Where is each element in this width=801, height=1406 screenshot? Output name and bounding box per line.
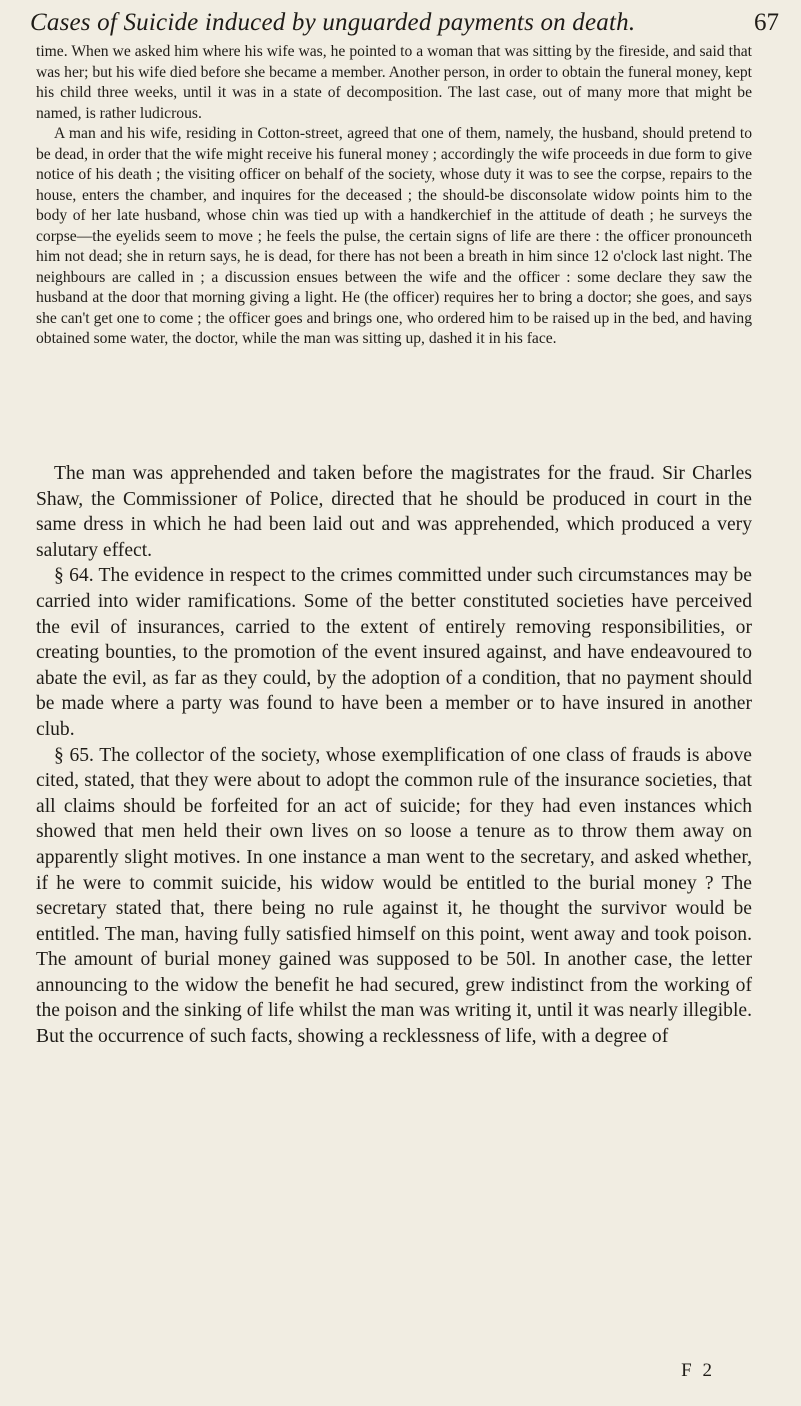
paragraph-1: time. When we asked him where his wife was, he pointed to a woman that was sitting by the fireside, and said that was her; but his wife died before she became a member. Another person, in order to obtain the funeral money, kept his child three weeks, until it was in a state of decomposition. The last case, out of many more that might be named, is rather ludicrous. <box>36 43 752 122</box>
signature-mark: F 2 <box>681 1360 715 1381</box>
paragraph-3: The man was apprehended and taken before the magistrates for the fraud. Sir Charles Shaw, the Commissioner of Police, directed that he should be produced in court in the same dress in which he had been laid out and was apprehended, which produced a very salutary effect. <box>36 463 752 561</box>
running-header <box>30 6 779 40</box>
paragraph-2: A man and his wife, residing in Cotton-street, agreed that one of them, namely, the husband, should pretend to be dead, in order that the wife might receive his funeral money ; accordingly the wife proceeds in due form to give notice of his death ; the visiting officer on behalf of the society, whose duty it was to see the corpse, repairs to the house, enters the chamber, and inquires for the deceased ; the should-be disconsolate widow points him to the body of her late husband, whose chin was tied up with a handkerchief in the attitude of death ; he surveys the corpse—the eyelids seem to move ; he feels the pulse, the certain signs of life are there : the officer pronounceth him not dead; she in return says, he is dead, for there has not been a breath in him since 12 o'clock last night. The neighbours are called in ; a discussion ensues between the wife and the officer : some declare they saw the husband at the door that morning giving a light. He (the officer) requires her to bring a doctor; she goes, and says she can't get one to come ; the officer goes and brings one, who ordered him to be raised up in the bed, and having obtained some water, the doctor, while the man was sitting up, dashed it in his face. <box>36 125 752 347</box>
small-print-block <box>36 42 752 350</box>
running-title: Cases of Suicide induced by unguarded payments on death. <box>30 9 636 36</box>
body-text-block <box>36 461 752 1050</box>
page-number: 67 <box>754 9 779 36</box>
paragraph-section-65: § 65. The collector of the society, whose exemplification of one class of frauds is above cited, stated, that they were about to adopt the common rule of the insurance societies, that all claims should be forfeited for an act of suicide; for they had even instances which showed that men held their own lives on so loose a tenure as to throw them away on apparently slight motives. In one instance a man went to the secretary, and asked whether, if he were to commit suicide, his widow would be entitled to the burial money ? The secretary stated that, there being no rule against it, he thought the survivor would be entitled. The man, having fully satisfied himself on this point, went away and took poison. The amount of burial money gained was supposed to be 50l. In another case, the letter announcing to the widow the benefit he had secured, grew indistinct from the working of the poison and the sinking of life whilst the man was writing it, until it was nearly illegible. But the occurrence of such facts, showing a recklessness of life, with a degree of <box>36 744 752 1048</box>
paragraph-section-64: § 64. The evidence in respect to the crimes committed under such circumstances may be carried into wider ramifications. Some of the better constituted societies have perceived the evil of insurances, carried to the extent of entirely removing responsibilities, or creating bounties, to the promotion of the event insured against, and have endeavoured to abate the evil, as far as they could, by the adoption of a condition, that no payment should be made where a party was found to have been a member or to have insured in another club. <box>36 565 752 740</box>
